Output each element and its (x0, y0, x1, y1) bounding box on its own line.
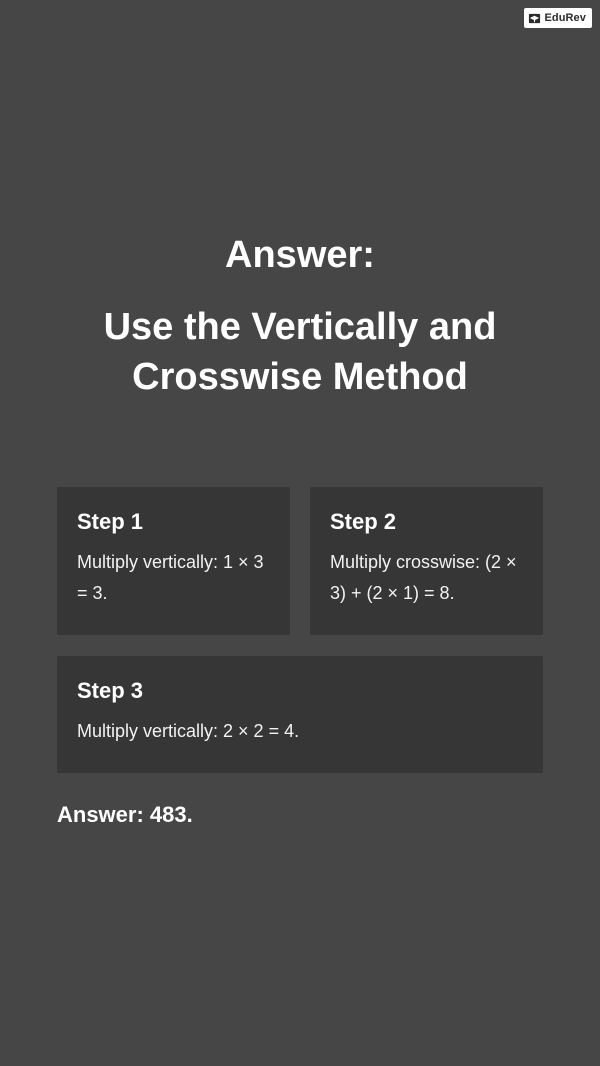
answer-heading: Answer: (225, 234, 375, 276)
step-3-card (57, 656, 543, 773)
step-3-text: Multiply vertically: 2 × 2 = 4. (77, 721, 300, 741)
step-3-title: Step 3 (77, 678, 144, 703)
step-2-title: Step 2 (330, 509, 397, 534)
graduation-cap-icon (528, 12, 541, 25)
step-1-text: Multiply vertically: 1 × 3 = 3. (77, 552, 264, 603)
final-answer: Answer: 483. (57, 802, 193, 827)
edurev-logo (524, 8, 592, 28)
step-1-card (57, 487, 290, 635)
method-heading: Use the Vertically and Crosswise Method (103, 306, 497, 398)
step-2-card (310, 487, 543, 635)
step-1-title: Step 1 (77, 509, 144, 534)
logo-text: EduRev (544, 12, 586, 24)
step-2-text: Multiply crosswise: (2 × 3) + (2 × 1) = 8. (330, 552, 517, 603)
